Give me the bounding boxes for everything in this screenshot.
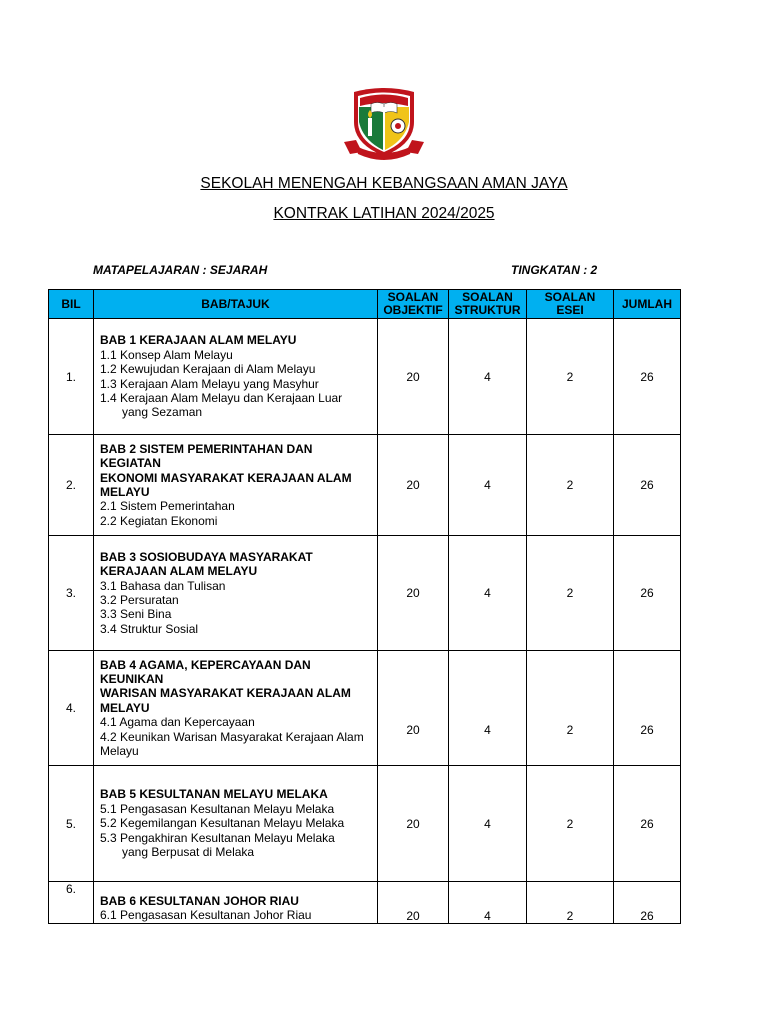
- cell-bil: 4.: [49, 651, 94, 766]
- cell-jumlah: 26: [614, 435, 681, 536]
- cell-bil: 6.: [49, 882, 94, 924]
- subtopic-item: 3.2 Persuratan: [100, 593, 179, 607]
- subtopic-item: 1.4 Kerajaan Alam Melayu dan Kerajaan Luar: [100, 390, 343, 405]
- form-label: TINGKATAN : 2: [511, 263, 598, 277]
- table-row: [49, 882, 681, 924]
- chapter-heading: BAB 5 KESULTANAN MELAYU MELAKA: [100, 787, 328, 802]
- subtopic-item: 3.3 Seni Bina: [100, 607, 172, 622]
- cell-struktur: 4: [449, 766, 527, 882]
- cell-bil: 3.: [49, 536, 94, 651]
- cell-esei: 2: [527, 319, 614, 435]
- header-jumlah: JUMLAH: [614, 290, 681, 319]
- contract-table: [48, 289, 681, 924]
- chapter-heading: WARISAN MASYARAKAT KERAJAAN ALAM: [100, 686, 351, 701]
- school-crest-logo: [342, 86, 426, 164]
- document-title: KONTRAK LATIHAN 2024/2025: [273, 205, 495, 222]
- table-row: [49, 766, 681, 882]
- header-esei: SOALAN ESEI: [527, 290, 614, 319]
- cell-topic: [94, 435, 378, 536]
- cell-topic: [94, 766, 378, 882]
- cell-objektif: 20: [378, 882, 449, 924]
- table-row: [49, 536, 681, 651]
- subtopic-item: 1.3 Kerajaan Alam Melayu yang Masyhur: [100, 376, 319, 391]
- subtopic-item: 2.2 Kegiatan Ekonomi: [100, 513, 218, 528]
- subtopic-item: 6.1 Pengasasan Kesultanan Johor Riau: [100, 908, 312, 923]
- subtopic-item: 1.2 Kewujudan Kerajaan di Alam Melayu: [100, 362, 316, 377]
- cell-esei: 2: [527, 536, 614, 651]
- subtopic-item: 5.3 Pengakhiran Kesultanan Melayu Melaka: [100, 830, 335, 845]
- header-bil: BIL: [49, 290, 94, 319]
- table-row: [49, 435, 681, 536]
- subtopic-item: 4.1 Agama dan Kepercayaan: [100, 715, 255, 730]
- cell-struktur: 4: [449, 651, 527, 766]
- cell-topic: [94, 536, 378, 651]
- cell-jumlah: 26: [614, 319, 681, 435]
- cell-struktur: 4: [449, 435, 527, 536]
- chapter-heading: BAB 6 KESULTANAN JOHOR RIAU: [100, 894, 299, 908]
- table-header-row: [49, 290, 681, 319]
- cell-objektif: 20: [378, 766, 449, 882]
- cell-struktur: 4: [449, 319, 527, 435]
- header-objektif: SOALAN OBJEKTIF: [378, 290, 449, 319]
- cell-struktur: 4: [449, 882, 527, 924]
- cell-objektif: 20: [378, 435, 449, 536]
- cell-objektif: 20: [378, 536, 449, 651]
- cell-topic: [94, 319, 378, 435]
- cell-topic: [94, 651, 378, 766]
- table-row: [49, 319, 681, 435]
- chapter-heading: KERAJAAN ALAM MELAYU: [100, 564, 258, 579]
- subject-label: MATAPELAJARAN : SEJARAH: [93, 263, 268, 277]
- chapter-heading: BAB 2 SISTEM PEMERINTAHAN DAN KEGIATAN: [100, 441, 313, 471]
- header-struktur: SOALAN STRUKTUR: [449, 290, 527, 319]
- cell-esei: 2: [527, 882, 614, 924]
- subtopic-continuation: yang Sezaman: [122, 405, 203, 420]
- header-topic: BAB/TAJUK: [94, 290, 378, 319]
- cell-jumlah: 26: [614, 766, 681, 882]
- cell-esei: 2: [527, 435, 614, 536]
- subtopic-item: 3.1 Bahasa dan Tulisan: [100, 578, 226, 593]
- chapter-heading: BAB 3 SOSIOBUDAYA MASYARAKAT: [100, 549, 313, 564]
- cell-objektif: 20: [378, 319, 449, 435]
- chapter-heading: MELAYU: [100, 485, 150, 499]
- chapter-heading: MELAYU: [100, 700, 150, 715]
- cell-objektif: 20: [378, 651, 449, 766]
- cell-topic: [94, 882, 378, 924]
- chapter-heading: EKONOMI MASYARAKAT KERAJAAN ALAM: [100, 470, 352, 485]
- chapter-heading: BAB 1 KERAJAAN ALAM MELAYU: [100, 333, 297, 348]
- chapter-heading: BAB 4 AGAMA, KEPERCAYAAN DAN KEUNIKAN: [100, 657, 311, 686]
- subtopic-item: 4.2 Keunikan Warisan Masyarakat Kerajaan Alam: [100, 729, 364, 744]
- cell-jumlah: 26: [614, 651, 681, 766]
- school-name: SEKOLAH MENENGAH KEBANGSAAN AMAN JAYA: [200, 175, 568, 192]
- cell-bil: 1.: [49, 319, 94, 435]
- cell-jumlah: 26: [614, 536, 681, 651]
- cell-bil: 2.: [49, 435, 94, 536]
- subtopic-item: 1.1 Konsep Alam Melayu: [100, 347, 233, 362]
- cell-jumlah: 26: [614, 882, 681, 924]
- subtopic-item: 5.2 Kegemilangan Kesultanan Melayu Melaka: [100, 816, 345, 831]
- subtopic-item: 2.1 Sistem Pemerintahan: [100, 499, 235, 514]
- cell-bil: 5.: [49, 766, 94, 882]
- cell-esei: 2: [527, 651, 614, 766]
- subtopic-item: 5.1 Pengasasan Kesultanan Melayu Melaka: [100, 801, 335, 816]
- cell-struktur: 4: [449, 536, 527, 651]
- subtopic-continuation: yang Berpusat di Melaka: [122, 845, 255, 860]
- subtopic-item: 3.4 Struktur Sosial: [100, 621, 199, 636]
- cell-esei: 2: [527, 766, 614, 882]
- subtopic-item: Melayu: [100, 744, 139, 759]
- table-row: [49, 651, 681, 766]
